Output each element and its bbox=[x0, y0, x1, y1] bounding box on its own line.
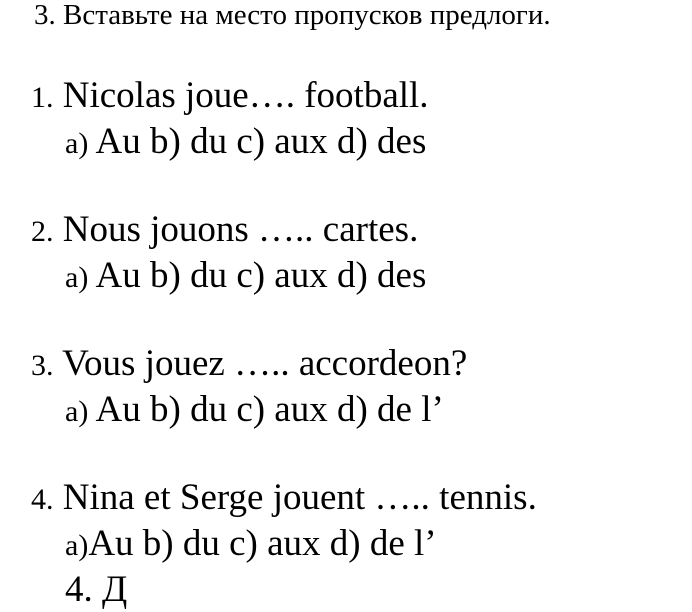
option-a-letter: a) bbox=[65, 529, 89, 562]
question-prompt: Nicolas joue…. football. bbox=[62, 75, 429, 116]
options-text: Au b) du c) aux d) de l’ bbox=[88, 523, 437, 564]
question-1 bbox=[31, 74, 429, 166]
options-text: Au b) du c) aux d) des bbox=[88, 121, 427, 162]
option-a-letter: a) bbox=[65, 127, 89, 160]
answer-options bbox=[65, 254, 426, 300]
question-2 bbox=[31, 208, 426, 300]
option-a-letter: a) bbox=[65, 261, 89, 294]
question-line bbox=[31, 342, 467, 388]
question-number: 3. bbox=[31, 349, 54, 382]
question-4 bbox=[31, 476, 537, 568]
question-number: 2. bbox=[31, 215, 54, 248]
question-line bbox=[31, 74, 429, 120]
question-line bbox=[31, 476, 537, 522]
cut-off-text: 4. Д bbox=[65, 569, 128, 610]
question-prompt: Vous jouez ….. accordeon? bbox=[62, 343, 468, 384]
task-title: 3. Вставьте на место пропусков предлоги. bbox=[34, 0, 551, 31]
question-line bbox=[31, 208, 426, 254]
question-prompt: Nous jouons ….. cartes. bbox=[62, 209, 419, 250]
question-3 bbox=[31, 342, 467, 434]
option-a-letter: a) bbox=[65, 395, 89, 428]
question-number: 4. bbox=[31, 483, 54, 516]
options-text: Au b) du c) aux d) des bbox=[88, 255, 427, 296]
answer-options bbox=[65, 388, 467, 434]
question-prompt: Nina et Serge jouent ….. tennis. bbox=[62, 477, 537, 518]
question-number: 1. bbox=[31, 81, 54, 114]
options-text: Au b) du c) aux d) de l’ bbox=[88, 389, 444, 430]
answer-options bbox=[65, 120, 429, 166]
answer-options bbox=[65, 522, 537, 568]
